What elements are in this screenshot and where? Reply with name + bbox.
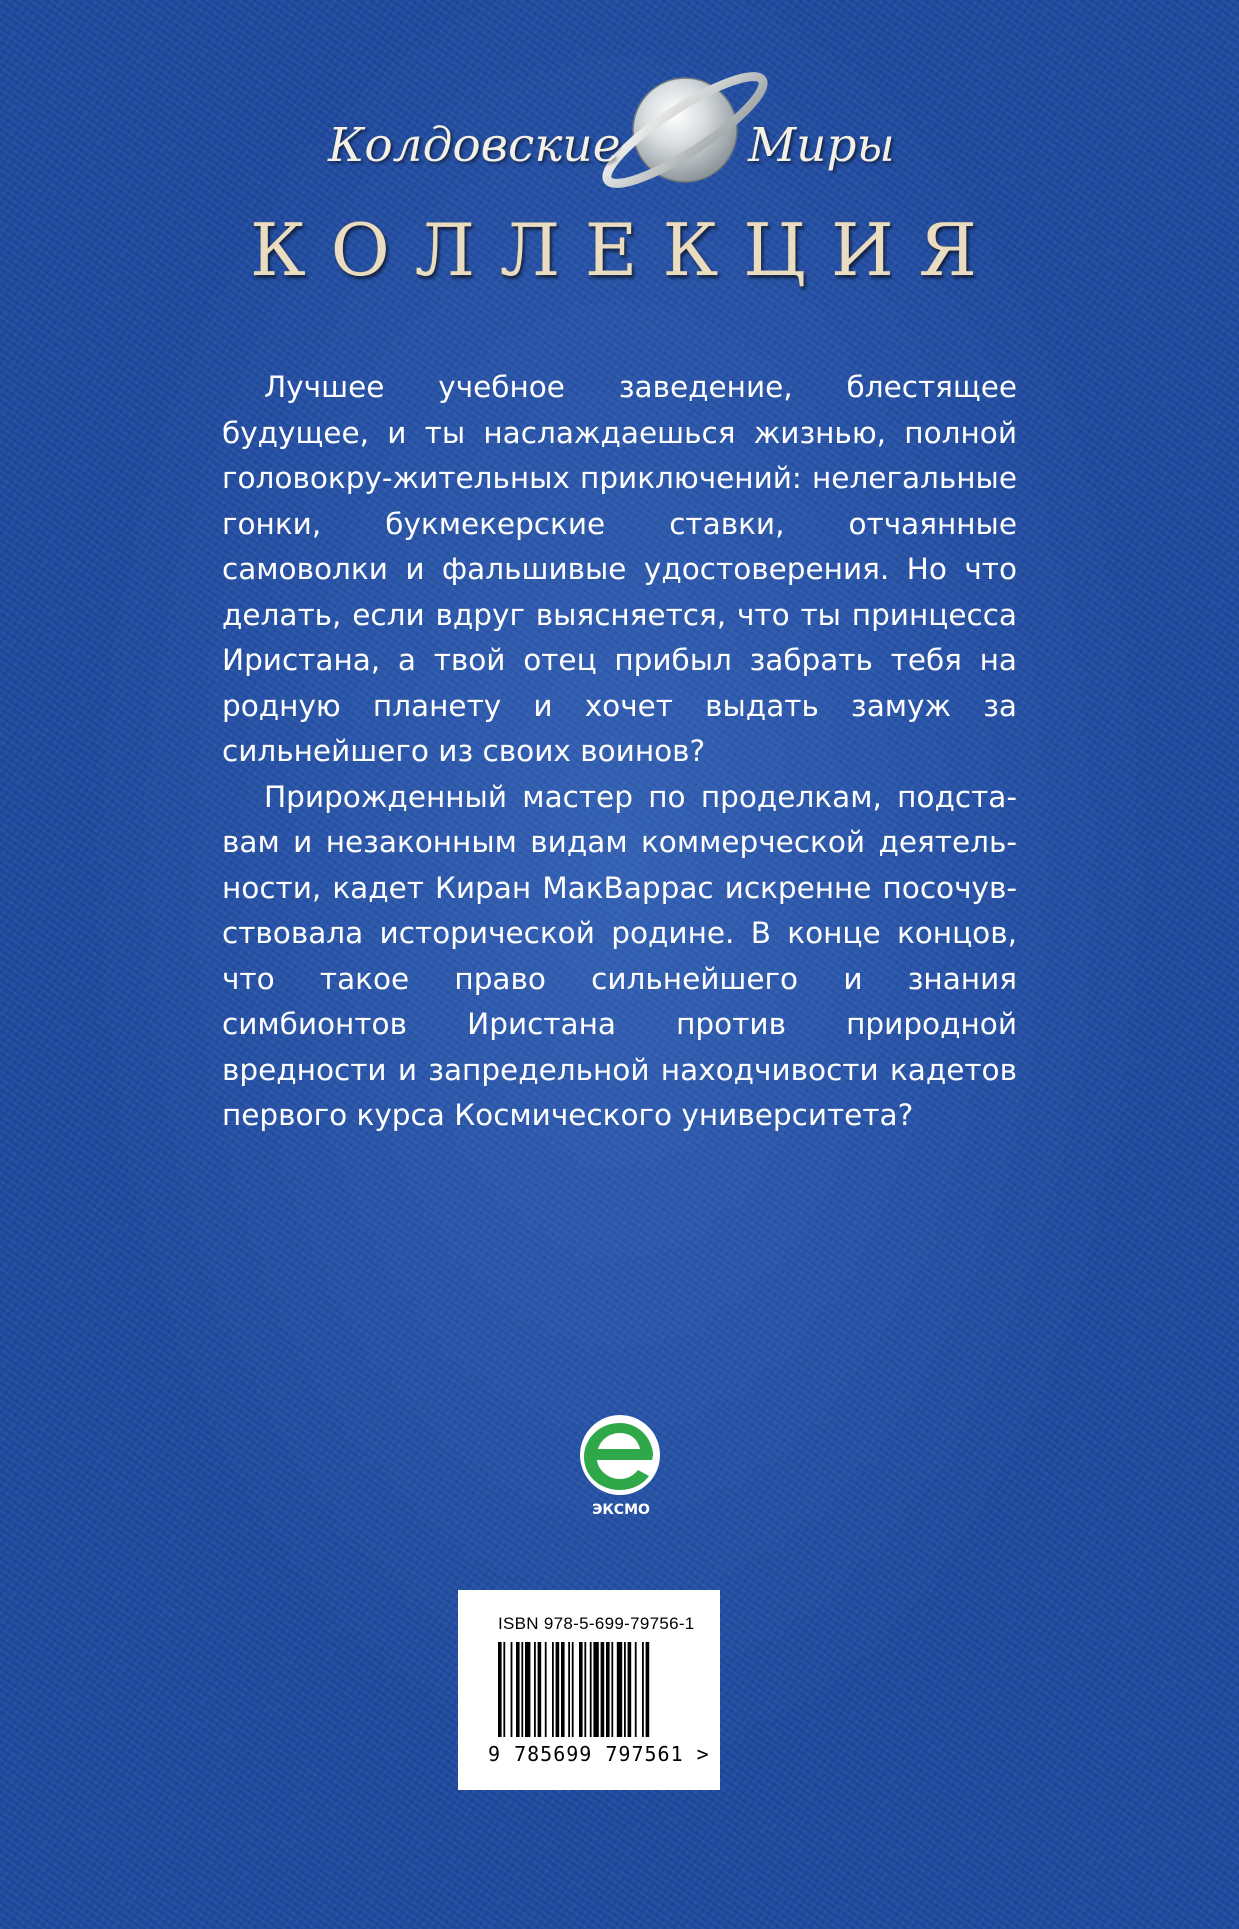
- series-word-left: Колдовские: [328, 118, 621, 173]
- series-logo: [0, 30, 1239, 290]
- blurb-paragraph-1: Лучшее учебное заведение, блестящее будущее, и ты наслаждаешься жизнью, полной головокру-жительных приключений: нелегальные гонки, букмекерские ставки, отчаянные самоволки и фальшивые удостоверения. Но что делать, если вдруг выясняется, что ты принцесса Иристана, а твой отец прибыл забрать тебя на родную планету и хочет выдать замуж за сильнейшего из своих воинов?: [222, 370, 1017, 768]
- book-blurb: [222, 365, 1017, 1139]
- barcode-panel: [458, 1590, 720, 1790]
- barcode-bars: [498, 1642, 698, 1742]
- publisher-name: ЭКСМО: [592, 1502, 650, 1518]
- isbn-label: ISBN 978-5-699-79756-1: [498, 1614, 695, 1633]
- publisher-logo-icon: [560, 1410, 680, 1550]
- collection-title: КОЛЛЕКЦИЯ: [250, 208, 1002, 292]
- blurb-paragraph-2: Прирожденный мастер по проделкам, подста-вам и незаконным видам коммерческой деятель-ности, кадет Киран МакВаррас искренне посочув-ствовала исторической родине. В конце концов, что такое право сильнейшего и знания симбионтов Иристана против природной вредности и запредельной находчивости кадетов первого курса Космического университета?: [222, 779, 1017, 1132]
- series-word-right: Миры: [748, 118, 895, 173]
- barcode-digits: 9 785699 797561 >: [488, 1742, 710, 1766]
